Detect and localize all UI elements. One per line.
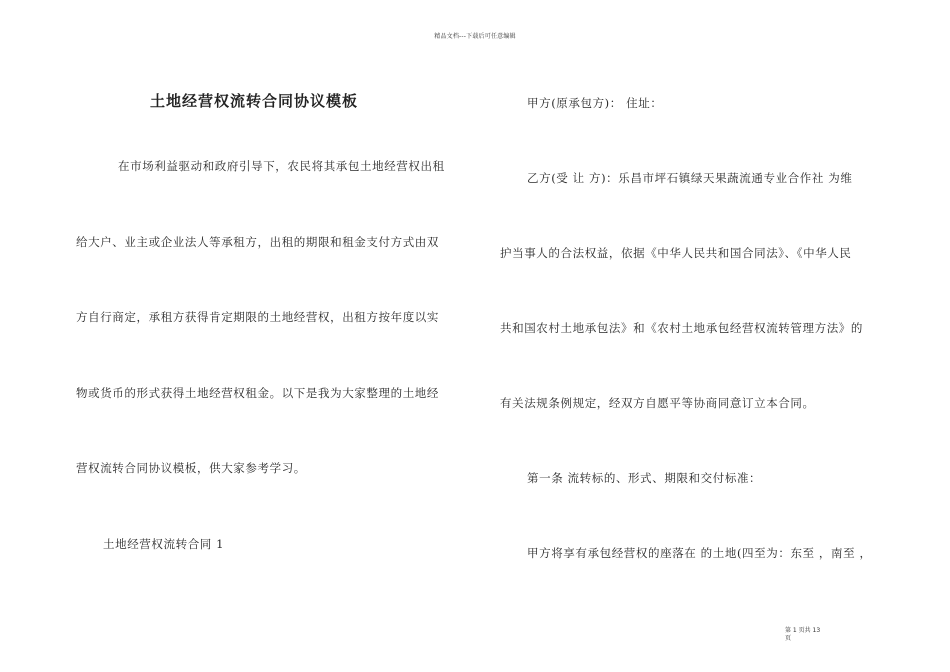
paragraph-line: 在市场利益驱动和政府引导下，农民将其承包土地经营权出租 bbox=[118, 159, 445, 173]
party-a-line: 甲方(原承包方)： 住址： bbox=[527, 96, 663, 110]
page-number-line2: 页 bbox=[785, 635, 792, 642]
paragraph-line: 护当事人的合法权益，依据《中华人民共和国合同法》、《中华人民 bbox=[500, 246, 852, 260]
section-heading: 土地经营权流转合同 1 bbox=[103, 537, 225, 551]
page-number-line1: 第 1 页共 13 bbox=[785, 627, 821, 634]
paragraph-line: 物或货币的形式获得土地经营权租金。以下是我为大家整理的土地经 bbox=[76, 386, 439, 400]
page-number bbox=[785, 627, 820, 643]
paragraph-line: 方自行商定，承租方获得肯定期限的土地经营权，出租方按年度以实 bbox=[76, 310, 439, 324]
party-b-line: 乙方(受 让 方)：乐昌市坪石镇绿天果蔬流通专业合作社 为维 bbox=[527, 171, 853, 185]
article-heading: 第一条 流转标的、形式、期限和交付标准： bbox=[527, 471, 762, 485]
header-note: 精品文档---下载后可任意编辑 bbox=[434, 33, 516, 40]
paragraph-line: 甲方将享有承包经营权的座落在 的土地(四至为：东至 ，南至 ， bbox=[527, 546, 872, 560]
paragraph-line: 给大户、业主或企业法人等承租方，出租的期限和租金支付方式由双 bbox=[76, 235, 439, 249]
document-title: 土地经营权流转合同协议模板 bbox=[150, 92, 359, 110]
paragraph-line: 营权流转合同协议模板，供大家参考学习。 bbox=[76, 461, 306, 475]
paragraph-line: 共和国农村土地承包法》和《农村土地承包经营权流转管理方法》的 bbox=[500, 321, 863, 335]
paragraph-line: 有关法规条例规定，经双方自愿平等协商同意订立本合同。 bbox=[500, 396, 815, 410]
